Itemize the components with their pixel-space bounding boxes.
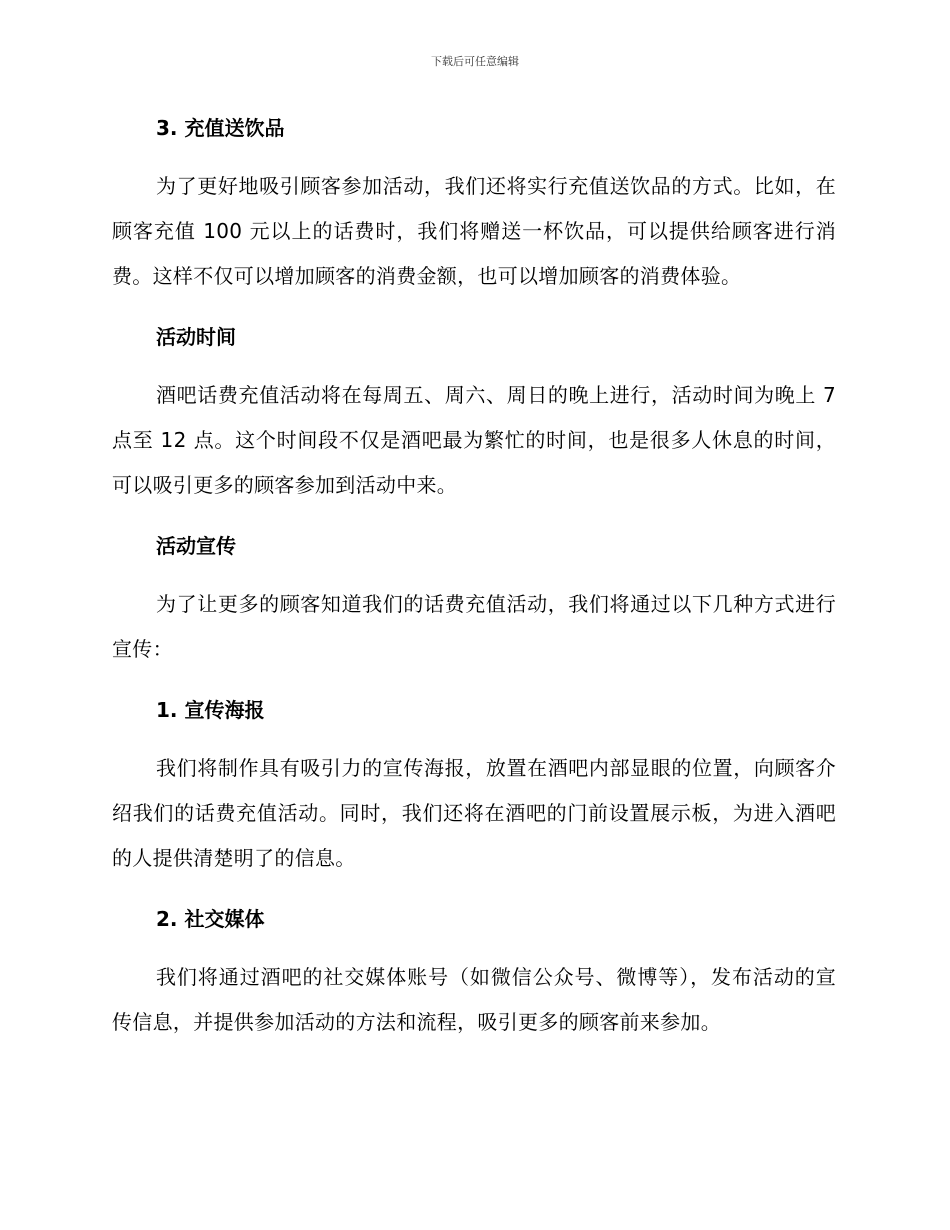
section-paragraph-promotion: 为了让更多的顾客知道我们的话费充值活动，我们将通过以下几种方式进行宣传： xyxy=(112,592,836,661)
document-body xyxy=(112,110,836,1045)
section-paragraph-activity-time: 酒吧话费充值活动将在每周五、周六、周日的晚上进行，活动时间为晚上 7 点至 12 点。这个时间段不仅是酒吧最为繁忙的时间，也是很多人休息的时间，可以吸引更多的顾客参加到活动中来。 xyxy=(112,383,836,497)
section-heading-promotion: 活动宣传 xyxy=(156,534,236,558)
section-heading-recharge-drinks: 3. 充值送饮品 xyxy=(156,116,285,140)
page-header: 下载后可任意编辑 xyxy=(431,55,519,68)
section-paragraph-posters: 我们将制作具有吸引力的宣传海报，放置在酒吧内部显眼的位置，向顾客介绍我们的话费充值活动。同时，我们还将在酒吧的门前设置展示板，为进入酒吧的人提供清楚明了的信息。 xyxy=(112,756,836,870)
section-heading-social-media: 2. 社交媒体 xyxy=(156,907,265,931)
section-paragraph-social-media: 我们将通过酒吧的社交媒体账号（如微信公众号、微博等），发布活动的宣传信息，并提供参加活动的方法和流程，吸引更多的顾客前来参加。 xyxy=(112,965,836,1034)
section-heading-activity-time: 活动时间 xyxy=(156,325,236,349)
section-heading-posters: 1. 宣传海报 xyxy=(156,698,265,722)
section-paragraph-recharge-drinks: 为了更好地吸引顾客参加活动，我们还将实行充值送饮品的方式。比如，在顾客充值 100 元以上的话费时，我们将赠送一杯饮品，可以提供给顾客进行消费。这样不仅可以增加顾客的消费金额，也可以增加顾客的消费体验。 xyxy=(112,174,836,288)
